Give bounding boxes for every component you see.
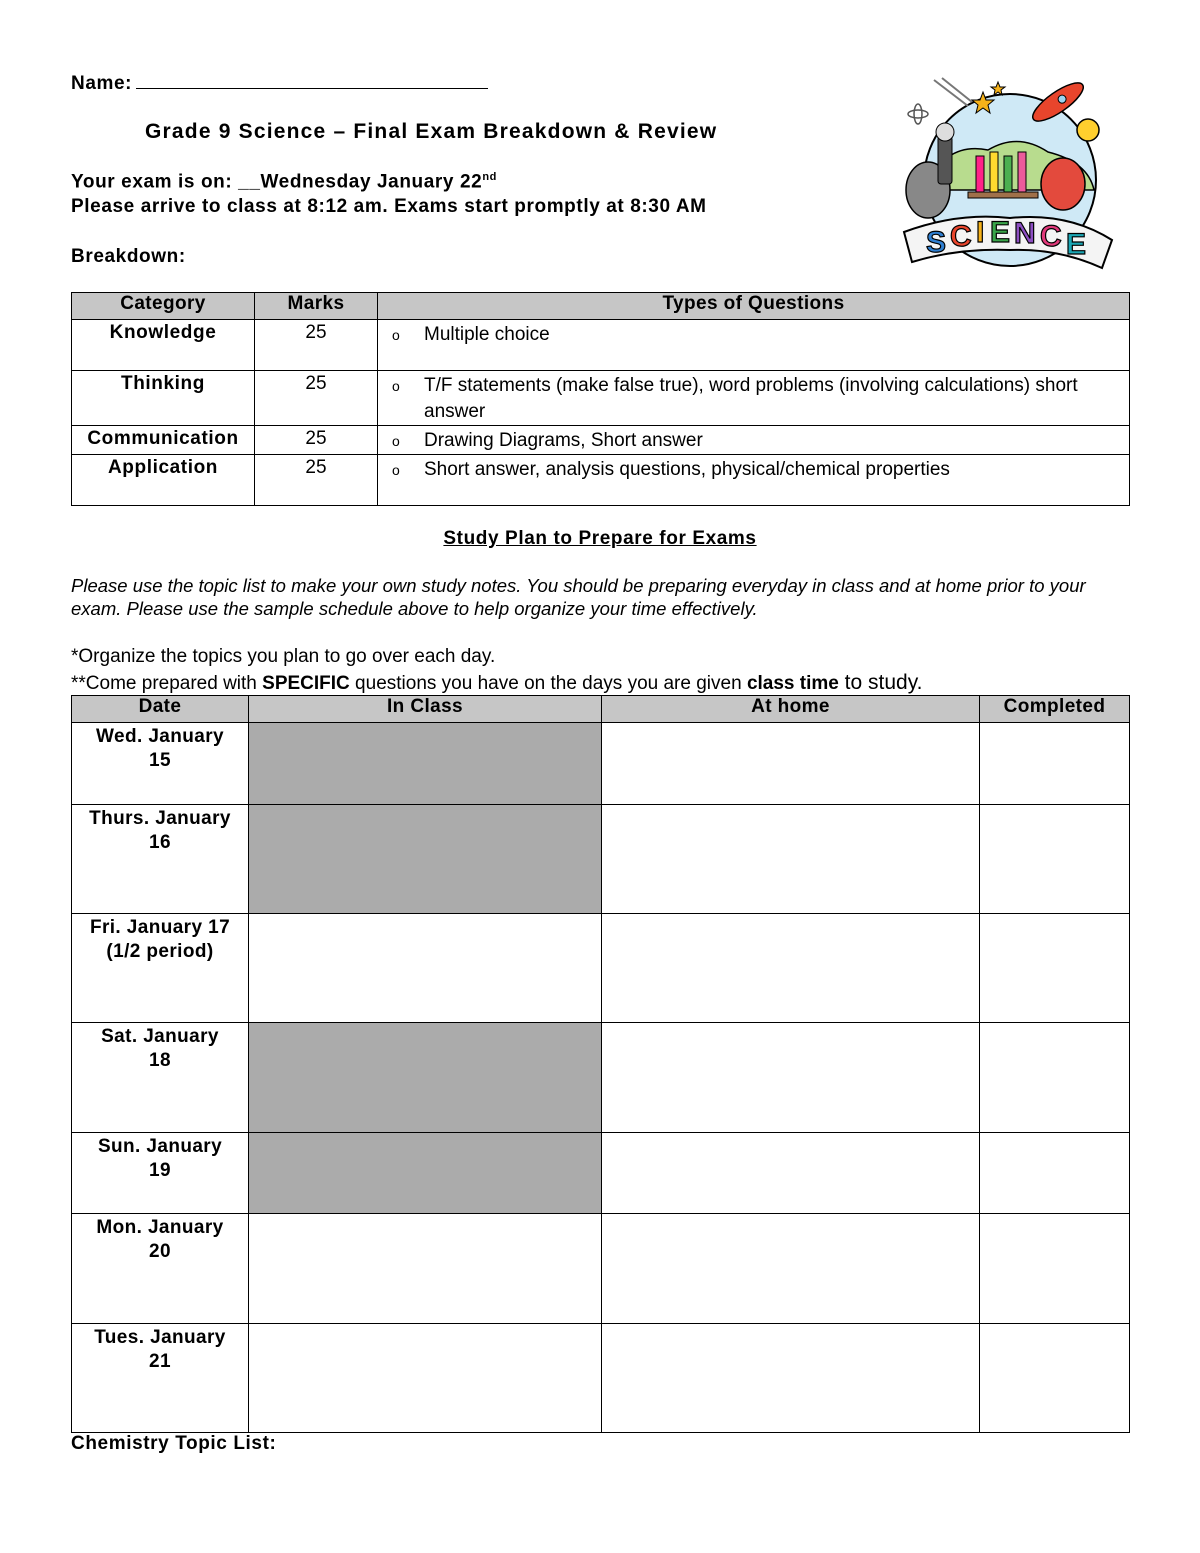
date-cell: [72, 1133, 249, 1214]
date-line: 16: [149, 832, 171, 853]
questions-cell: [378, 371, 1130, 426]
questions-text: Short answer, analysis questions, physical/chemical properties: [424, 459, 950, 480]
table-row: [72, 805, 1130, 914]
table-row: [72, 1214, 1130, 1324]
in-class-cell[interactable]: [249, 1214, 602, 1324]
marks-cell: 25: [255, 426, 378, 455]
date-cell: [72, 805, 249, 914]
in-class-cell[interactable]: [249, 914, 602, 1023]
at-home-cell[interactable]: [602, 914, 980, 1023]
completed-cell[interactable]: [980, 805, 1130, 914]
table-row: [72, 426, 1130, 455]
date-cell: [72, 1023, 249, 1133]
questions-text: Drawing Diagrams, Short answer: [424, 430, 703, 451]
in-class-cell: [249, 1133, 602, 1214]
bullet-icon: o: [392, 462, 400, 478]
date-line: 18: [149, 1050, 171, 1071]
note-organize: *Organize the topics you plan to go over each day.: [71, 646, 496, 667]
in-class-cell: [249, 1023, 602, 1133]
table-row: [72, 320, 1130, 371]
exam-date: [71, 171, 497, 193]
at-home-cell[interactable]: [602, 1324, 980, 1433]
date-line: (1/2 period): [106, 941, 214, 962]
completed-cell[interactable]: [980, 1214, 1130, 1324]
date-line: 21: [149, 1351, 171, 1372]
column-header-types: Types of Questions: [378, 293, 1130, 320]
table-row: [72, 1324, 1130, 1433]
date-line: Tues. January: [94, 1327, 226, 1348]
column-header-completed: Completed: [980, 696, 1130, 723]
questions-cell: [378, 426, 1130, 455]
date-line: Thurs. January: [89, 808, 231, 829]
category-cell: Thinking: [72, 371, 255, 426]
date-line: Mon. January: [96, 1217, 224, 1238]
logo-letter: E: [990, 216, 1011, 249]
date-line: Fri. January 17: [89, 917, 231, 938]
science-logo-image: [898, 72, 1116, 284]
note2-part: **Come prepared with: [71, 673, 263, 694]
note2-emphasis: SPECIFIC: [262, 673, 350, 694]
completed-cell[interactable]: [980, 723, 1130, 805]
date-line: 19: [149, 1160, 171, 1181]
column-header-at-home: At home: [602, 696, 980, 723]
logo-letter: S: [926, 226, 947, 259]
marks-cell: 25: [255, 371, 378, 426]
questions-text: Multiple choice: [424, 324, 550, 345]
in-class-cell: [249, 805, 602, 914]
column-header-marks: Marks: [255, 293, 378, 320]
logo-letter: N: [1014, 217, 1036, 250]
note2-part: questions you have on the days you are given: [349, 673, 747, 694]
at-home-cell[interactable]: [602, 1214, 980, 1324]
questions-text: T/F statements (make false true), word problems (involving calculations) short answer: [424, 375, 1078, 422]
date-line: Sat. January: [101, 1026, 219, 1047]
date-line: Wed. January: [96, 726, 224, 747]
logo-letter: C: [950, 220, 972, 253]
date-cell: [72, 1324, 249, 1433]
completed-cell[interactable]: [980, 1133, 1130, 1214]
chemistry-topic-list-label: Chemistry Topic List:: [71, 1433, 277, 1454]
at-home-cell[interactable]: [602, 1023, 980, 1133]
at-home-cell[interactable]: [602, 723, 980, 805]
date-line: 15: [149, 750, 171, 771]
category-cell: Communication: [72, 426, 255, 455]
note2-part: to study.: [838, 671, 923, 694]
name-field[interactable]: [71, 70, 488, 95]
bullet-icon: o: [392, 327, 400, 343]
name-blank-line[interactable]: [136, 70, 488, 89]
category-cell: Knowledge: [72, 320, 255, 371]
table-row: [72, 723, 1130, 805]
bullet-icon: o: [392, 378, 400, 394]
logo-letter: I: [976, 216, 985, 249]
table-row: [72, 371, 1130, 426]
table-row: [72, 455, 1130, 506]
at-home-cell[interactable]: [602, 805, 980, 914]
questions-cell: [378, 455, 1130, 506]
plan-header-row: [72, 696, 1130, 723]
note-come-prepared: [71, 671, 923, 695]
in-class-cell[interactable]: [249, 1324, 602, 1433]
page-title: Grade 9 Science – Final Exam Breakdown & Review: [145, 120, 718, 143]
date-cell: [72, 723, 249, 805]
date-line: Sun. January: [97, 1136, 223, 1157]
marks-cell: 25: [255, 455, 378, 506]
column-header-category: Category: [72, 293, 255, 320]
study-instructions: Please use the topic list to make your own study notes. You should be preparing everyday in class and at home prior to your exam. Please use the sample schedule above to help organize your time effectively.: [71, 575, 1086, 619]
column-header-date: Date: [72, 696, 249, 723]
logo-letter: C: [1040, 220, 1062, 253]
completed-cell[interactable]: [980, 1324, 1130, 1433]
at-home-cell[interactable]: [602, 1133, 980, 1214]
table-row: [72, 1133, 1130, 1214]
questions-cell: [378, 320, 1130, 371]
logo-letter: E: [1066, 228, 1087, 261]
study-plan-heading: Study Plan to Prepare for Exams: [443, 528, 757, 549]
table-row: [72, 1023, 1130, 1133]
completed-cell[interactable]: [980, 914, 1130, 1023]
marks-cell: 25: [255, 320, 378, 371]
in-class-cell: [249, 723, 602, 805]
completed-cell[interactable]: [980, 1023, 1130, 1133]
breakdown-label: Breakdown:: [71, 246, 186, 267]
note2-emphasis: class time: [746, 673, 839, 694]
bullet-icon: o: [392, 433, 400, 449]
breakdown-header-row: [72, 293, 1130, 320]
category-cell: Application: [72, 455, 255, 506]
study-plan-table: [71, 695, 1130, 1433]
breakdown-table: [71, 292, 1130, 506]
date-line: 20: [149, 1241, 171, 1262]
exam-date-text: Your exam is on: __Wednesday January 22: [71, 171, 483, 193]
column-header-in-class: In Class: [249, 696, 602, 723]
exam-date-suffix: nd: [482, 171, 497, 183]
table-row: [72, 914, 1130, 1023]
name-label: Name:: [71, 73, 133, 94]
date-cell: [72, 914, 249, 1023]
arrival-instructions: Please arrive to class at 8:12 am. Exams start promptly at 8:30 AM: [71, 196, 707, 217]
date-cell: [72, 1214, 249, 1324]
